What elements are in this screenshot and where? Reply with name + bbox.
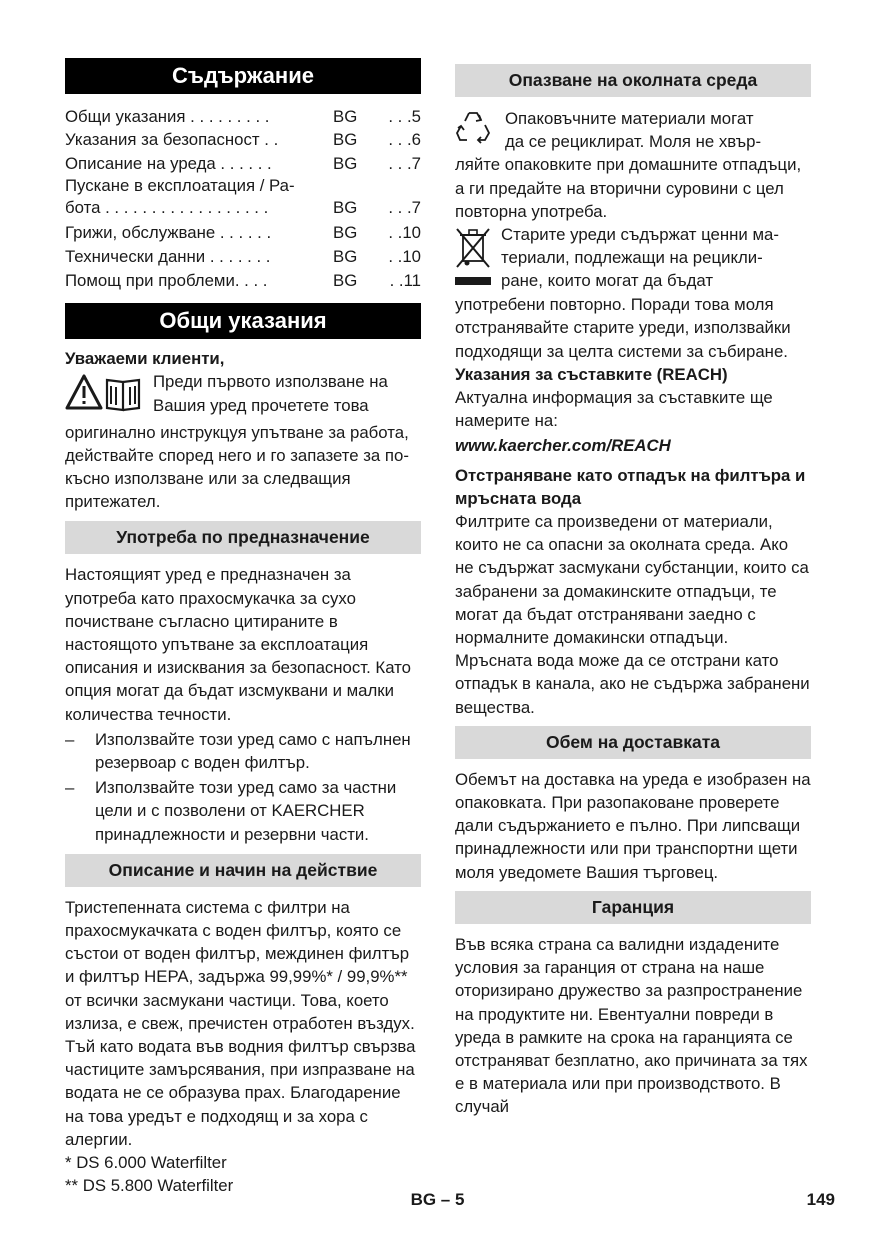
warranty-text: Във всяка страна са валидни издадените условия за гаранция от страна на наше оторизирано дружество за разпространение на продуктите ни. Евентуални повреди в уреда в рамките на срока на гаранцията се отстраняват безплатно, ако причината за тях е в материала или при производството. В случай <box>455 934 808 1117</box>
general-intro: Преди първото използване на Вашия уред прочетете това оригинално инструкцуя упътване за работа, действайте според него и го запазете за по-късно използване или за следващия притежател. <box>65 372 409 512</box>
greeting: Уважаеми клиенти, <box>65 349 225 369</box>
footnote: * DS 6.000 Waterfilter <box>65 1153 227 1173</box>
description-text: Тристепенната система с филтри на прахосмукачката с воден филтър, която се състои от воден филтър, междинен филтър и филтър HEPA, задържа 99,99%* / 99,9%** от всички засмукани частици. Това, което излиза, е свеж, пречистен отработен въздух. Тъй като водата във водния филтър свързва частиците замърсявания, при изпразване на водата не се образува прах. Благодарение на това уредът е подходящ и за хора с алергии. <box>65 897 416 1149</box>
crossed-bin-icon <box>455 225 491 293</box>
footer-section-label: BG – 5 <box>410 1190 465 1209</box>
table-of-contents <box>65 106 421 293</box>
footnote: ** DS 5.800 Waterfilter <box>65 1176 234 1196</box>
page-number: 149 <box>806 1190 835 1209</box>
environment-heading: Опазване на околната среда <box>455 64 811 97</box>
reach-heading: Указания за съставките (REACH) <box>455 364 728 384</box>
intended-use-text: Настоящият уред е предназначен за употреба като прахосмукачка за сухо почистване съгласно цитираните в настоящото упътване за експлоатация описания и изисквания за безопасност. Като опция могат да бъдат изсмуквани и малки количества течности. <box>65 565 412 724</box>
list-item: – Използвайте този уред само с напълнен резервоар с воден филтър. <box>65 729 411 772</box>
toc-item[interactable]: Указания за безопасност . . BG . . .6 <box>65 130 421 149</box>
list-item: – Използвайте този уред само за частни цели и с позволени от KAERCHER принадлежности и резервни части. <box>65 778 397 844</box>
delivery-text: Обемът на доставка на уреда е изобразен на опаковката. При разопаковане проверете дали съдържанието е пълно. При липсващи принадлежности или при транспортни щети моля уведомете Вашия търговец. <box>455 769 811 882</box>
toc-item[interactable]: Технически данни . . . . . . . BG . .10 <box>65 246 421 266</box>
recycle-icon <box>455 109 491 151</box>
filter-disposal-heading: Отстраняване като отпадък на филтъра и мръсната вода <box>455 465 806 508</box>
intended-use-heading: Употреба по предназначение <box>65 521 421 554</box>
reach-text: Актуална информация за съставките ще намерите на: <box>455 388 773 431</box>
left-column <box>65 58 421 1197</box>
description-heading: Описание и начин на действие <box>65 854 421 887</box>
toc-item[interactable]: Грижи, обслужване . . . . . . BG . .10 <box>65 222 421 242</box>
recycle-paragraph: Опаковъчните материали могат да се рециклират. Моля не хвър- ляйте опаковките при домашните отпадъци, а ги предайте на вторични суровини с цел повторна употреба. <box>455 109 802 221</box>
weee-paragraph: Старите уреди съдържат ценни ма- териали, подлежащи на рецикли- ране, които могат да бъдат употребени повторно. Поради това моля отстранявайте старите уреди, използвайки подходящи за целта системи за събиране. <box>455 225 791 361</box>
reach-link[interactable]: www.kaercher.com/REACH <box>455 436 671 456</box>
right-column <box>455 64 811 1119</box>
toc-item[interactable]: Пускане в експлоатация / Ра- бота . . . . . . . . . . . . . . . . . . BG . . .7 <box>65 176 421 218</box>
toc-heading: Съдържание <box>65 58 421 94</box>
toc-item[interactable]: Описание на уреда . . . . . . BG . . .7 <box>65 154 421 174</box>
water-disposal-text: Мръсната вода може да се отстрани като отпадък в канала, ако не съдържа забранени вещества. <box>455 651 810 717</box>
warning-manual-icon <box>65 372 147 420</box>
filter-disposal-text: Филтрите са произведени от материали, които не са опасни за околната среда. Ако не съдържат засмукани субстанции, които са забранени за домакинските отпадъци, те могат да бъдат отстранявани заедно с нормалните домакински отпадъци. <box>455 512 809 648</box>
toc-item[interactable]: Общи указания . . . . . . . . . BG . . .5 <box>65 107 421 126</box>
general-heading: Общи указания <box>65 303 421 339</box>
delivery-heading: Обем на доставката <box>455 726 811 759</box>
warranty-heading: Гаранция <box>455 891 811 924</box>
toc-item[interactable]: Помощ при проблеми. . . . BG . .11 <box>65 270 421 290</box>
